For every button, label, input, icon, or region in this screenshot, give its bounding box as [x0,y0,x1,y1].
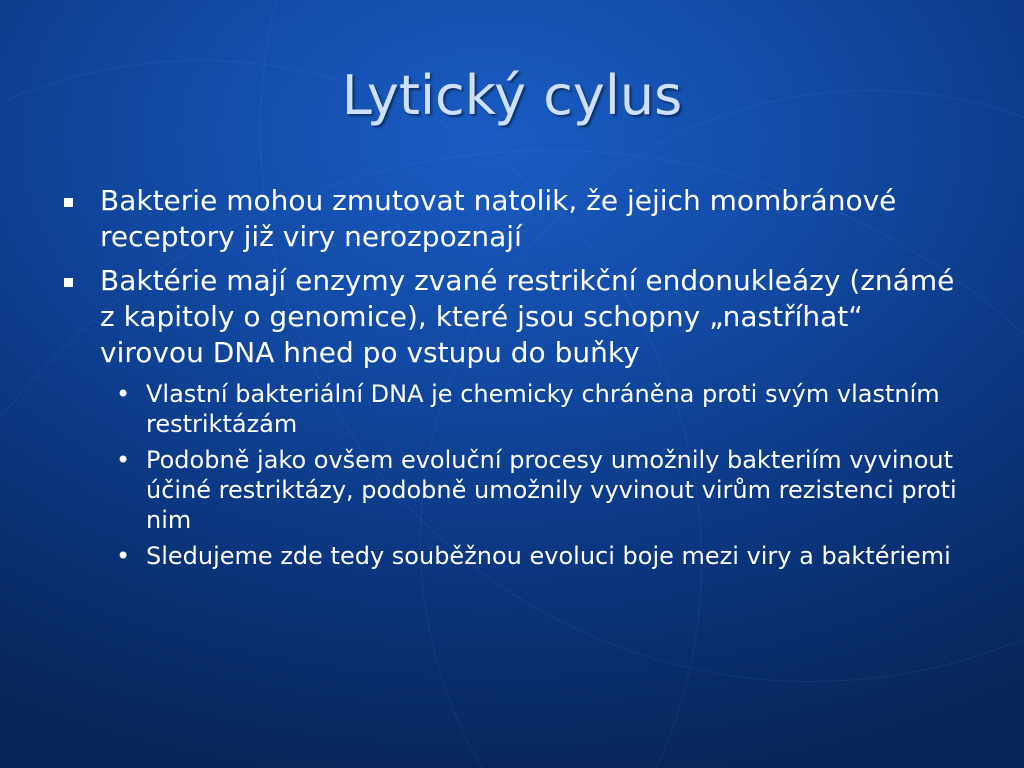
slide-title: Lytický cylus [341,64,683,127]
round-bullet-icon: • [116,446,131,474]
sub-bullet-item [60,541,960,571]
slide-content [60,183,960,577]
bullet-item [60,183,960,255]
square-bullet-icon [64,278,73,287]
bullet-text: Baktérie mají enzymy zvané restrikční endonukleázy (známé z kapitoly o genomice), které jsou schopny „nastříhat“ virovou DNA hned po vstupu do buňky [100,264,955,369]
bullet-text: Bakterie mohou zmutovat natolik, že jejich mombránové receptory již viry nerozpoznají [100,184,897,253]
sub-bullet-text: Podobně jako ovšem evoluční procesy umožnily bakteriím vyvinout účiné restriktázy, podobně umožnily vyvinout virům rezistenci proti nim [146,446,957,534]
round-bullet-icon: • [116,380,131,408]
sub-bullet-text: Vlastní bakteriální DNA je chemicky chráněna proti svým vlastním restriktázám [146,380,940,438]
round-bullet-icon: • [116,542,131,570]
sub-bullet-item [60,445,960,535]
sub-bullet-text: Sledujeme zde tedy souběžnou evoluci boje mezi viry a baktériemi [146,542,951,570]
sub-bullet-item [60,379,960,439]
bullet-item [60,263,960,371]
square-bullet-icon [64,198,73,207]
